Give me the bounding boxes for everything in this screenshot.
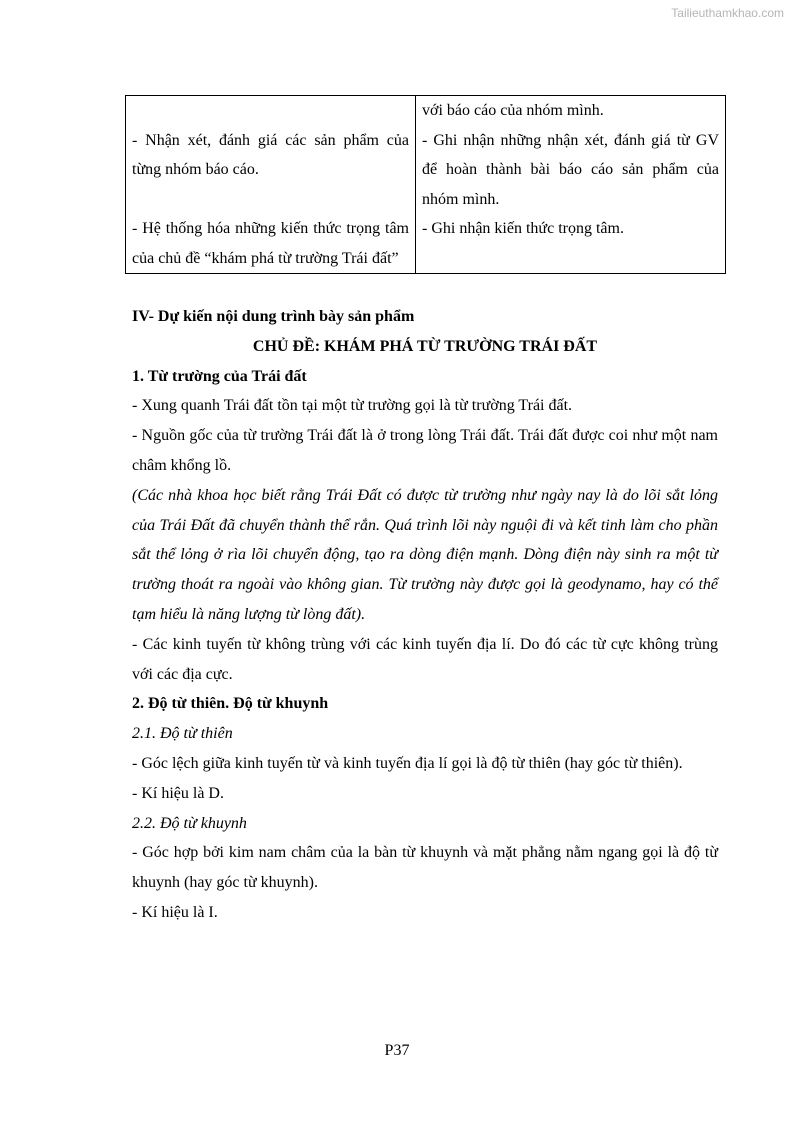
italic-note: (Các nhà khoa học biết rằng Trái Đất có được từ trường như ngày nay là do lõi sắt lỏng của Trái Đất đã chuyển thành thể rắn. Quá trình lõi này nguội đi và kết tinh làm cho phần sắt thể lỏng ở rìa lõi chuyển động, tạo ra dòng điện mạnh. Dòng điện này sinh ra một từ trường thoát ra ngoài vào không gian. Từ trường này được gọi là geodynamo, hay có thể tạm hiểu là năng lượng từ lòng đất). <box>132 486 718 623</box>
document-body <box>132 302 718 928</box>
paragraph: - Góc hợp bởi kim nam châm của la bàn từ khuynh và mặt phẳng nằm ngang gọi là độ từ khuynh (hay góc từ khuynh). <box>132 844 718 892</box>
paragraph: - Các kinh tuyến từ không trùng với các kinh tuyến địa lí. Do đó các từ cực không trùng với các địa cực. <box>132 635 718 683</box>
section-heading: 2. Độ từ thiên. Độ từ khuynh <box>132 695 329 713</box>
table-row <box>126 96 726 274</box>
topic-title: CHỦ ĐỀ: KHÁM PHÁ TỪ TRƯỜNG TRÁI ĐẤT <box>252 337 598 355</box>
teacher-item: - Hệ thống hóa những kiến thức trọng tâm của chủ đề “khám phá từ trường Trái đất” <box>132 220 409 267</box>
teacher-item: - Nhận xét, đánh giá các sản phẩm của từng nhóm báo cáo. <box>132 131 409 178</box>
paragraph: - Nguồn gốc của từ trường Trái đất là ở trong lòng Trái đất. Trái đất được coi như một nam châm khổng lồ. <box>132 427 718 474</box>
student-item: - Ghi nhận kiến thức trọng tâm. <box>422 220 624 237</box>
watermark: Tailieuthamkhao.com <box>671 6 784 20</box>
paragraph: - Xung quanh Trái đất tồn tại một từ trường gọi là từ trường Trái đất. <box>132 397 573 415</box>
student-activity-cell <box>416 96 726 274</box>
paragraph: - Kí hiệu là I. <box>132 903 218 921</box>
section-heading: IV- Dự kiến nội dung trình bày sản phẩm <box>132 308 415 325</box>
teacher-activity-cell <box>126 96 416 274</box>
page-number: P37 <box>384 1042 410 1059</box>
activity-table <box>125 95 726 274</box>
section-heading: 1. Từ trường của Trái đất <box>132 367 307 385</box>
paragraph: - Kí hiệu là D. <box>132 784 224 802</box>
paragraph: - Góc lệch giữa kinh tuyến từ và kinh tuyến địa lí gọi là độ từ thiên (hay góc từ thiên). <box>132 754 683 772</box>
student-item: với báo cáo của nhóm mình. <box>422 102 604 119</box>
subsection-heading: 2.1. Độ từ thiên <box>132 725 233 743</box>
student-item: - Ghi nhận những nhận xét, đánh giá từ GV để hoàn thành bài báo cáo sản phẩm của nhóm mình. <box>422 131 719 208</box>
subsection-heading: 2.2. Độ từ khuynh <box>132 814 247 832</box>
